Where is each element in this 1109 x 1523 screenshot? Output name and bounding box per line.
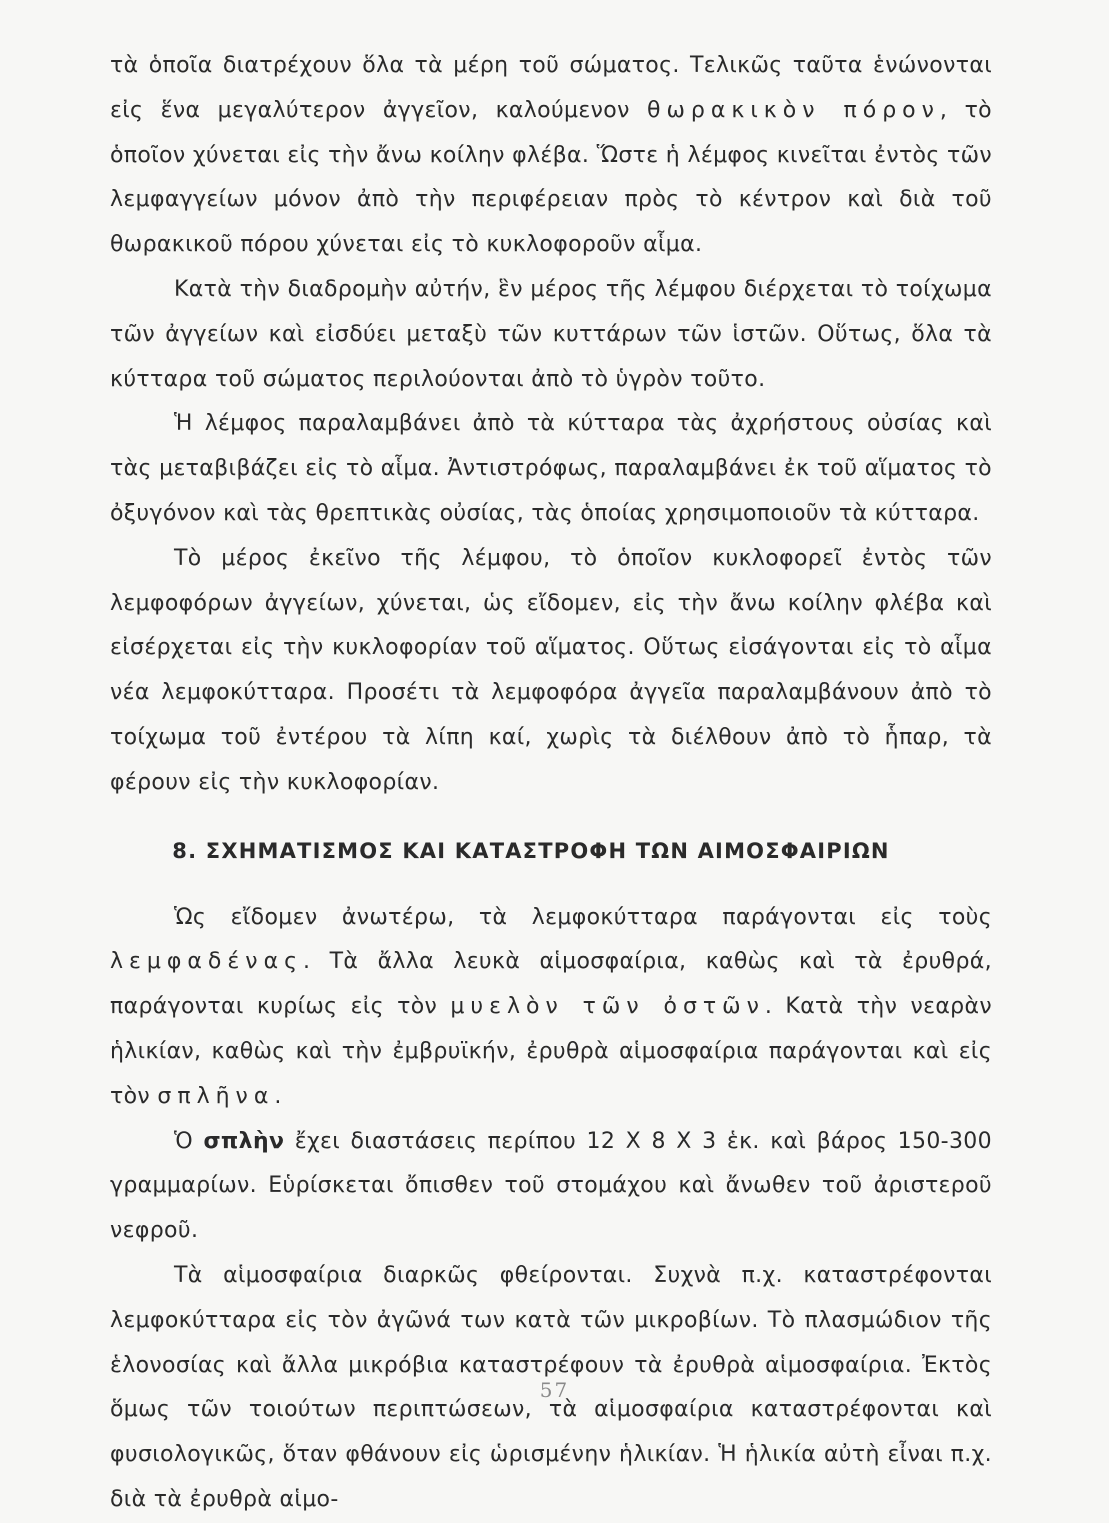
text-segment: . Κατὰ τὴν νεαρὰν ἡλικίαν, καθὼς καὶ τὴν ἐμβρυϊκήν, ἐρυθρὰ αἱμοσφαίρια παράγονται καὶ εἰς τὸν xyxy=(110,994,992,1109)
book-page xyxy=(110,44,992,1512)
text-segment: τὰ ὁποῖα διατρέχουν ὅλα τὰ μέρη τοῦ σώματος. Τελικῶς ταῦτα ἑνώνονται εἰς ἕνα μεγαλύτερον ἀγγεῖον, καλούμενον xyxy=(110,53,992,123)
section-heading: 8. ΣΧΗΜΑΤΙΣΜΟΣ ΚΑΙ ΚΑΤΑΣΤΡΟΦΗ ΤΩΝ ΑΙΜΟΣΦΑΙΡΙΩΝ xyxy=(172,838,890,863)
text-segment: . xyxy=(274,1083,282,1109)
term-spleen-bold: σπλὴν xyxy=(203,1128,285,1154)
term-bone-marrow: μυελὸν τῶν ὀστῶν xyxy=(450,994,765,1020)
paragraph-lymph-circulation: Τὸ μέρος ἐκεῖνο τῆς λέμφου, τὸ ὁποῖον κυκλοφορεῖ ἐντὸς τῶν λεμφοφόρων ἀγγείων, χύνεται, ὡς εἴδομεν, εἰς τὴν ἄνω κοίλην φλέβα καὶ εἰσέρχεται εἰς τὴν κυκλοφορίαν τοῦ αἵματος. Οὕτως εἰσάγονται εἰς τὸ αἷμα νέα λεμφοκύτταρα. Προσέτι τὰ λεμφοφόρα ἀγγεῖα παραλαμβάνουν ἀπὸ τὸ τοίχωμα τοῦ ἐντέρου τὰ λίπη καί, χωρὶς τὰ διέλθουν ἀπὸ τὸ ἧπαρ, τὰ φέρουν εἰς τὴν κυκλοφορίαν. xyxy=(110,545,992,795)
paragraph-spleen xyxy=(110,1120,992,1254)
term-lymph-nodes: λεμφαδένας xyxy=(110,949,303,975)
paragraph-lymph-exchange: Ἡ λέμφος παραλαμβάνει ἀπὸ τὰ κύτταρα τὰς ἀχρήστους οὐσίας καὶ τὰς μεταβιβάζει εἰς τὸ αἷμα. Ἀντιστρόφως, παραλαμβάνει ἐκ τοῦ αἵματος τὸ ὀξυγόνον καὶ τὰς θρεπτικὰς οὐσίας, τὰς ὁποίας χρησιμοποιοῦν τὰ κύτταρα. xyxy=(110,411,992,526)
paragraph-blood-cell-formation xyxy=(110,896,992,1120)
paragraph-lymph-flow xyxy=(110,44,992,268)
paragraph-lymph-route: Κατὰ τὴν διαδρομὴν αὐτήν, ἓν μέρος τῆς λέμφου διέρχεται τὸ τοίχωμα τῶν ἀγγείων καὶ εἰσδύει μεταξὺ τῶν κυττάρων τῶν ἱστῶν. Οὕτως, ὅλα τὰ κύτταρα τοῦ σώματος περιλούονται ἀπὸ τὸ ὑγρὸν τοῦτο. xyxy=(110,276,992,392)
text-segment: Ὡς εἴδομεν ἀνωτέρω, τὰ λεμφοκύτταρα παράγονται εἰς τοὺς xyxy=(174,904,992,930)
paragraph-blood-cell-destruction: Τὰ αἱμοσφαίρια διαρκῶς φθείρονται. Συχνὰ π.χ. καταστρέφονται λεμφοκύτταρα εἰς τὸν ἀγῶνά των κατὰ τῶν μικροβίων. Τὸ πλασμώδιον τῆς ἑλονοσίας καὶ ἄλλα μικρόβια καταστρέφουν τὰ ἐρυθρὰ αἱμοσφαίρια. Ἐκτὸς ὅμως τῶν τοιούτων περιπτώσεων, τὰ αἱμοσφαίρια καταστρέφονται καὶ φυσιολογικῶς, ὅταν φθάνουν εἰς ὡρισμένην ἡλικίαν. Ἡ ἡλικία αὐτὴ εἶναι π.χ. διὰ τὰ ἐρυθρὰ αἱμο- xyxy=(110,1262,992,1512)
text-segment: Ὁ xyxy=(174,1128,204,1154)
page-number: 57 xyxy=(539,1378,570,1402)
text-segment: ἔχει διαστάσεις περίπου 12 Χ 8 Χ 3 ἑκ. καὶ βάρος 150-300 γραμμαρίων. Εὑρίσκεται ὄπισθεν τοῦ στομάχου καὶ ἄνωθεν τοῦ ἀριστεροῦ νεφροῦ. xyxy=(110,1128,992,1244)
text-segment: , τὸ ὁποῖον χύνεται εἰς τὴν ἄνω κοίλην φλέβα. Ὥστε ἡ λέμφος κινεῖται ἐντὸς τῶν λεμφαγγείων μόνον ἀπὸ τὴν περιφέρειαν πρὸς τὸ κέντρον καὶ διὰ τοῦ θωρακικοῦ πόρου χύνεται εἰς τὸ κυκλοφοροῦν αἷμα. xyxy=(110,97,992,258)
term-thoracic-duct: θωρακικὸν πόρον xyxy=(647,97,940,123)
text-segment: . Τὰ ἄλλα λευκὰ αἱμοσφαίρια, καθὼς καὶ τὰ ἐρυθρά, παράγονται κυρίως εἰς τὸν xyxy=(110,949,992,1020)
term-spleen: σπλῆνα xyxy=(157,1083,275,1109)
